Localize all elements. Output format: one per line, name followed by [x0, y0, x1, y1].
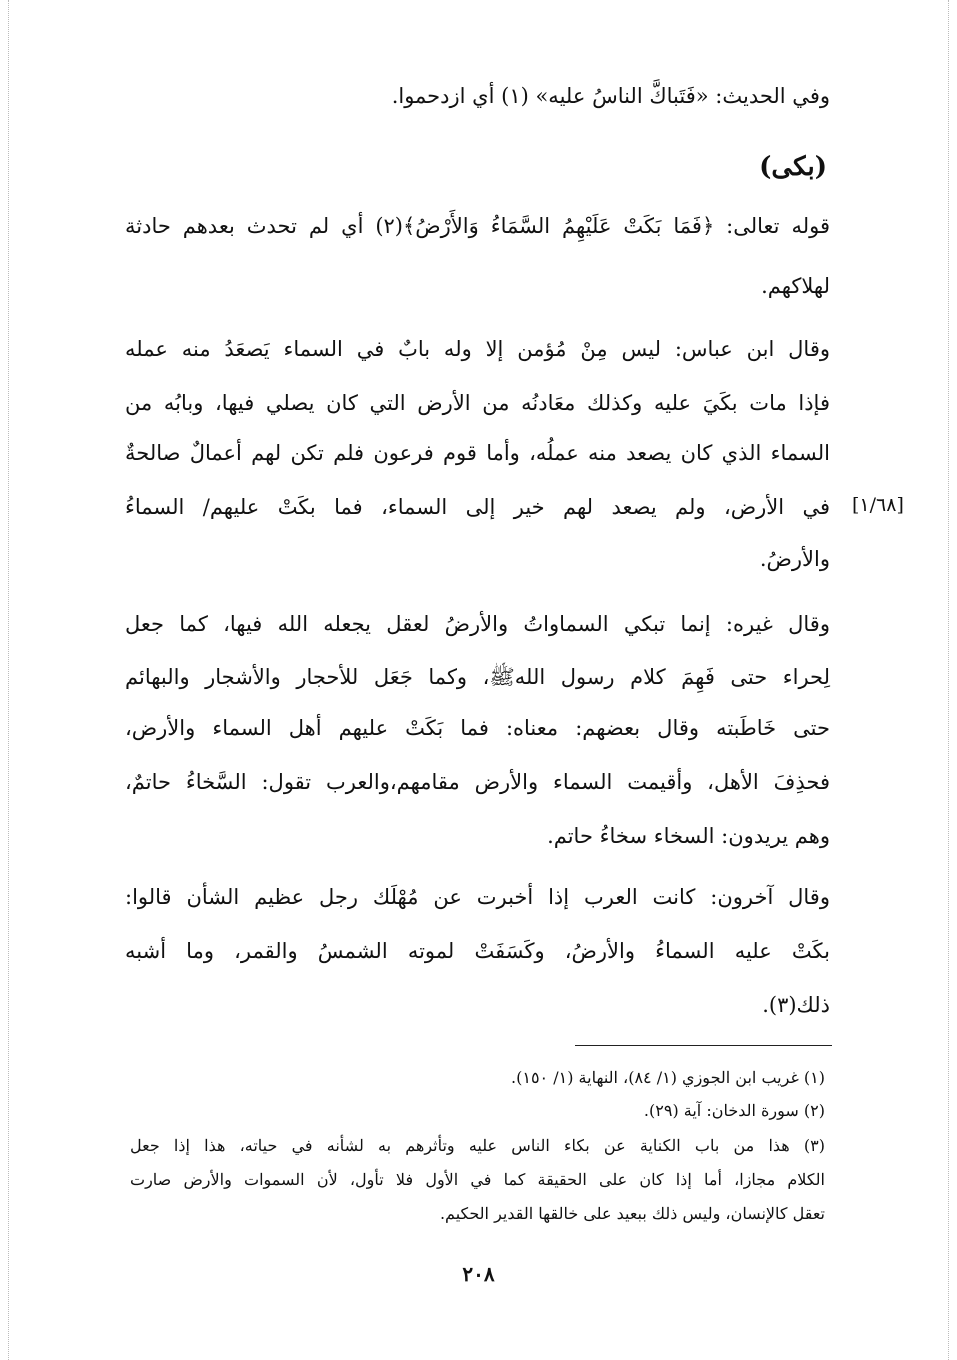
text-line: وقال غيره: إنما تبكي السماواتُ والأرضُ لعقل يجعله الله فيها، كما جعل [125, 612, 830, 636]
margin-page-reference: [١/٦٨] [852, 494, 904, 516]
footnote: (٣) هذا من باب الكناية عن بكاء الناس عليه وتأثرهم به لشأنه في حياته، هذا إذا جعل [130, 1136, 825, 1155]
text-line: لهلاكهم. [761, 274, 830, 298]
text-line: قوله تعالى: ﴿فَمَا بَكَتْ عَلَيْهِمُ السَّمَاءُ وَالأَرْضُ﴾(٢) أي لم تحدث بعدهم حادثة [125, 214, 830, 238]
text-line: فحذِفَ الأهل، وأقيمت السماء والأرض مقامهم،والعرب تقول: السَّخاءُ حاتمٌ، [125, 770, 830, 794]
page-number: ٢٠٨ [462, 1262, 495, 1286]
footnote: الكلام مجازا، أما إذا كان على الحقيقة كما في الأول فلا تأول، لأن السموات والأرض صارت [130, 1170, 826, 1189]
scan-guide-line [8, 0, 9, 1360]
footnote-separator [575, 1045, 832, 1046]
text-line: وقال ابن عباس: ليس مِنْ مُؤمن إلا وله بابٌ في السماء يَصعَدُ منه عمله [125, 337, 830, 361]
section-heading: (بكى) [759, 152, 827, 182]
text-line: والأرضُ. [759, 547, 830, 571]
text-line: ذلك(٣). [762, 993, 830, 1017]
text-line: في الأرض، ولم يصعد لهم خير إلى السماء، فما بكَتْ عليهم/ السماءُ [125, 495, 830, 519]
text-line: السماء الذي كان يصعد منه عملُه، وأما قوم فرعون فلم تكن لهم أعمالٌ صالحةٌ [125, 441, 830, 465]
text-line: بكَتْ عليه السماءُ والأرضُ، وكَسَفَتْ لموته الشمسُ والقمر، وما أشبه [125, 939, 830, 963]
text-line: وقال آخرون: كانت العرب إذا أخبرت عن مُهْلَك رجل عظيم الشأن قالوا: [125, 885, 830, 909]
footnote: تعقل كالإنسان، وليس ذلك ببعيد على خالقها القدير الحكيم. [439, 1204, 825, 1223]
text-line: وهم يريدون: السخاء سخاءُ حاتم. [547, 824, 830, 848]
footnote: (١) غريب ابن الجوزي (١/ ٨٤)، النهاية (١/ ١٥٠). [511, 1068, 825, 1087]
text-line: وفي الحديث: «فَتَباكَّ الناسُ عليه» (١) أي ازدحموا. [391, 84, 830, 108]
scan-guide-line [948, 0, 949, 1360]
text-line: فإذا مات بكَيَ عليه وكذلك معَادنُه من الأرض التي كان يصلي فيها، وبابُه من [125, 391, 830, 415]
text-line: حتى خَاطَبته وقال بعضهم: معناه: فما بَكَتْ عليهم أهل السماء والأرض، [125, 716, 830, 740]
footnote: (٢) سورة الدخان: آية (٢٩). [643, 1101, 825, 1120]
text-line: لِحراء حتى فَهِمَ كلام رسول اللهﷺ، وكما جَعَل للأحجار والأشجار والبهائم [125, 665, 830, 689]
